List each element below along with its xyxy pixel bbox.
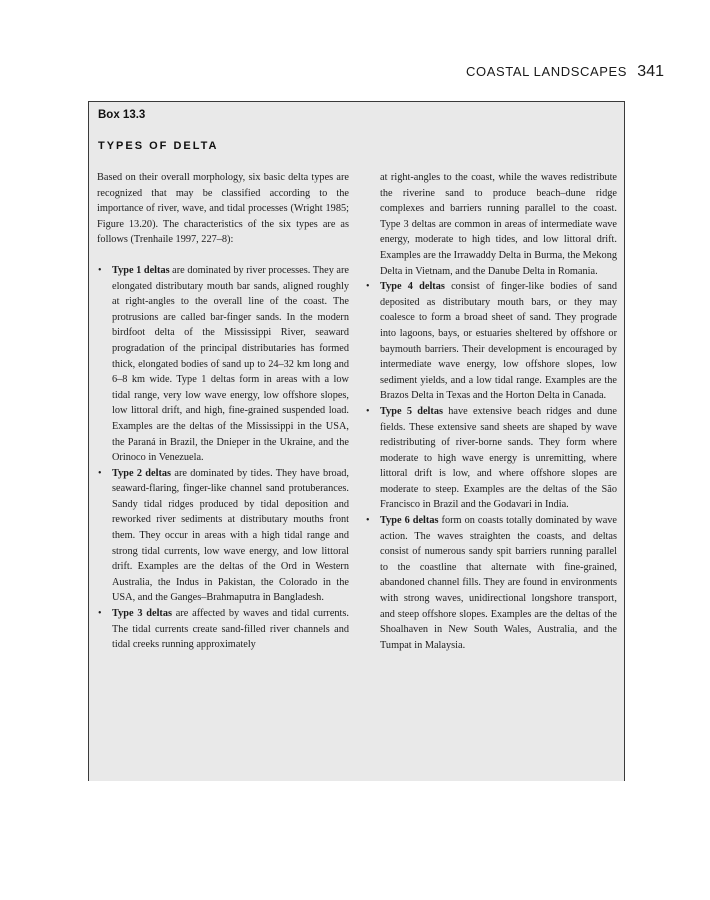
- list-item-text: are dominated by tides. They have broad, seaward-flaring, finger-like channel sand protuberances. Sandy tidal ridges produced by tidal deposition and reworked river sediments at distributary mouths front them. They occur in areas with a high tidal range and strong tidal currents, low wave energy, and low littoral drift. Examples are the deltas of the Ord in Western Australia, the Indus in Pakistan, the Colorado in the USA, and the Ganges–Brahmaputra in Bangladesh.: [112, 467, 349, 604]
- list-item-text: are dominated by river processes. They are elongated distributary mouth bar sands, aligned roughly at right-angles to the overall line of the coast. The protrusions are called bar-finger sands. In the modern birdfoot delta of the Mississippi River, seaward progradation of the principal distributaries has formed thick, elongated bodies of sand up to 24–32 km long and 6–8 km wide. Type 1 deltas form in areas with a low tidal range, very low wave energy, low offshore slopes, low littoral drift, and high, fine-grained suspended load. Examples are the deltas of the Mississippi in the USA, the Paraná in Brazil, the Dnieper in the Ukraine, and the Orinoco in Venezuela.: [112, 264, 349, 464]
- list-item-term: Type 3 deltas: [112, 608, 173, 620]
- list-item: [365, 404, 617, 513]
- running-head-section: COASTAL LANDSCAPES: [466, 64, 628, 79]
- box-title: TYPES OF DELTA: [98, 140, 219, 152]
- list-item-term: Type 5 deltas: [380, 405, 443, 417]
- delta-type-list-left: [97, 263, 349, 653]
- delta-type-list-right: [365, 170, 617, 653]
- list-item: [365, 279, 617, 404]
- left-column: [97, 170, 349, 653]
- intro-paragraph: Based on their overall morphology, six basic delta types are recognized that may be classified according to the importance of river, wave, and tidal processes (Wright 1985; Figure 13.20). The characteristics of the six types are as follows (Trenhaile 1997, 227–8):: [97, 172, 349, 246]
- list-item-text: consist of finger-like bodies of sand deposited as distributary mouth bars, or they may coalesce to form a broad sheet of sand. They prograde into lagoons, bays, or estuaries sheltered by offshore or baymouth barriers. Their development is encouraged by intermediate wave energy, low offshore slopes, low sediment yields, and a low tidal range. Examples are the Brazos Delta in Texas and the Horton Delta in Canada.: [380, 281, 617, 402]
- list-item-text: at right-angles to the coast, while the waves redistribute the riverine sand to produce beach–dune ridge complexes and barriers running parallel to the coast. Type 3 deltas are common in areas of intermediate wave energy, moderate to high tides, and low littoral drift. Examples are the Irrawaddy Delta in Burma, the Mekong Delta in Vietnam, and the Danube Delta in Romania.: [380, 172, 617, 277]
- list-item-text: form on coasts totally dominated by wave action. The waves straighten the coasts, and deltas consist of numerous sandy spit barriers running parallel to the coastline that alternate with fine-grained, abandoned channel fills. They are found in environments with strong waves, unidirectional longshore transport, and steep offshore slopes. Examples are the deltas of the Shoalhaven in New South Wales, Australia, and the Tumpat in Malaysia.: [380, 515, 618, 651]
- box-13-3: [88, 101, 625, 781]
- list-item-term: Type 2 deltas: [112, 467, 172, 479]
- running-head: [466, 63, 664, 81]
- list-item-continuation: [365, 170, 617, 279]
- list-item: [365, 513, 617, 653]
- right-column: [365, 170, 617, 653]
- list-item: [97, 466, 349, 606]
- list-item-term: Type 1 deltas: [112, 264, 170, 276]
- list-item: [97, 606, 349, 653]
- list-item-term: Type 4 deltas: [380, 281, 445, 293]
- list-item: [97, 263, 349, 466]
- list-item-text: have extensive beach ridges and dune fields. These extensive sand sheets are shaped by wave redistributing of river-borne sands. They form where moderate to high wave energy is unremitting, where littoral drift is low, and where offshore slopes are moderate to steep. Examples are the deltas of the São Francisco in Brazil and the Godavari in India.: [380, 405, 617, 511]
- list-item-term: Type 6 deltas: [380, 515, 439, 527]
- page-number: 341: [637, 63, 664, 80]
- list-item-text: are affected by waves and tidal currents. The tidal currents create sand-filled river channels and tidal creeks running approximately: [112, 608, 349, 651]
- box-label: Box 13.3: [98, 109, 146, 121]
